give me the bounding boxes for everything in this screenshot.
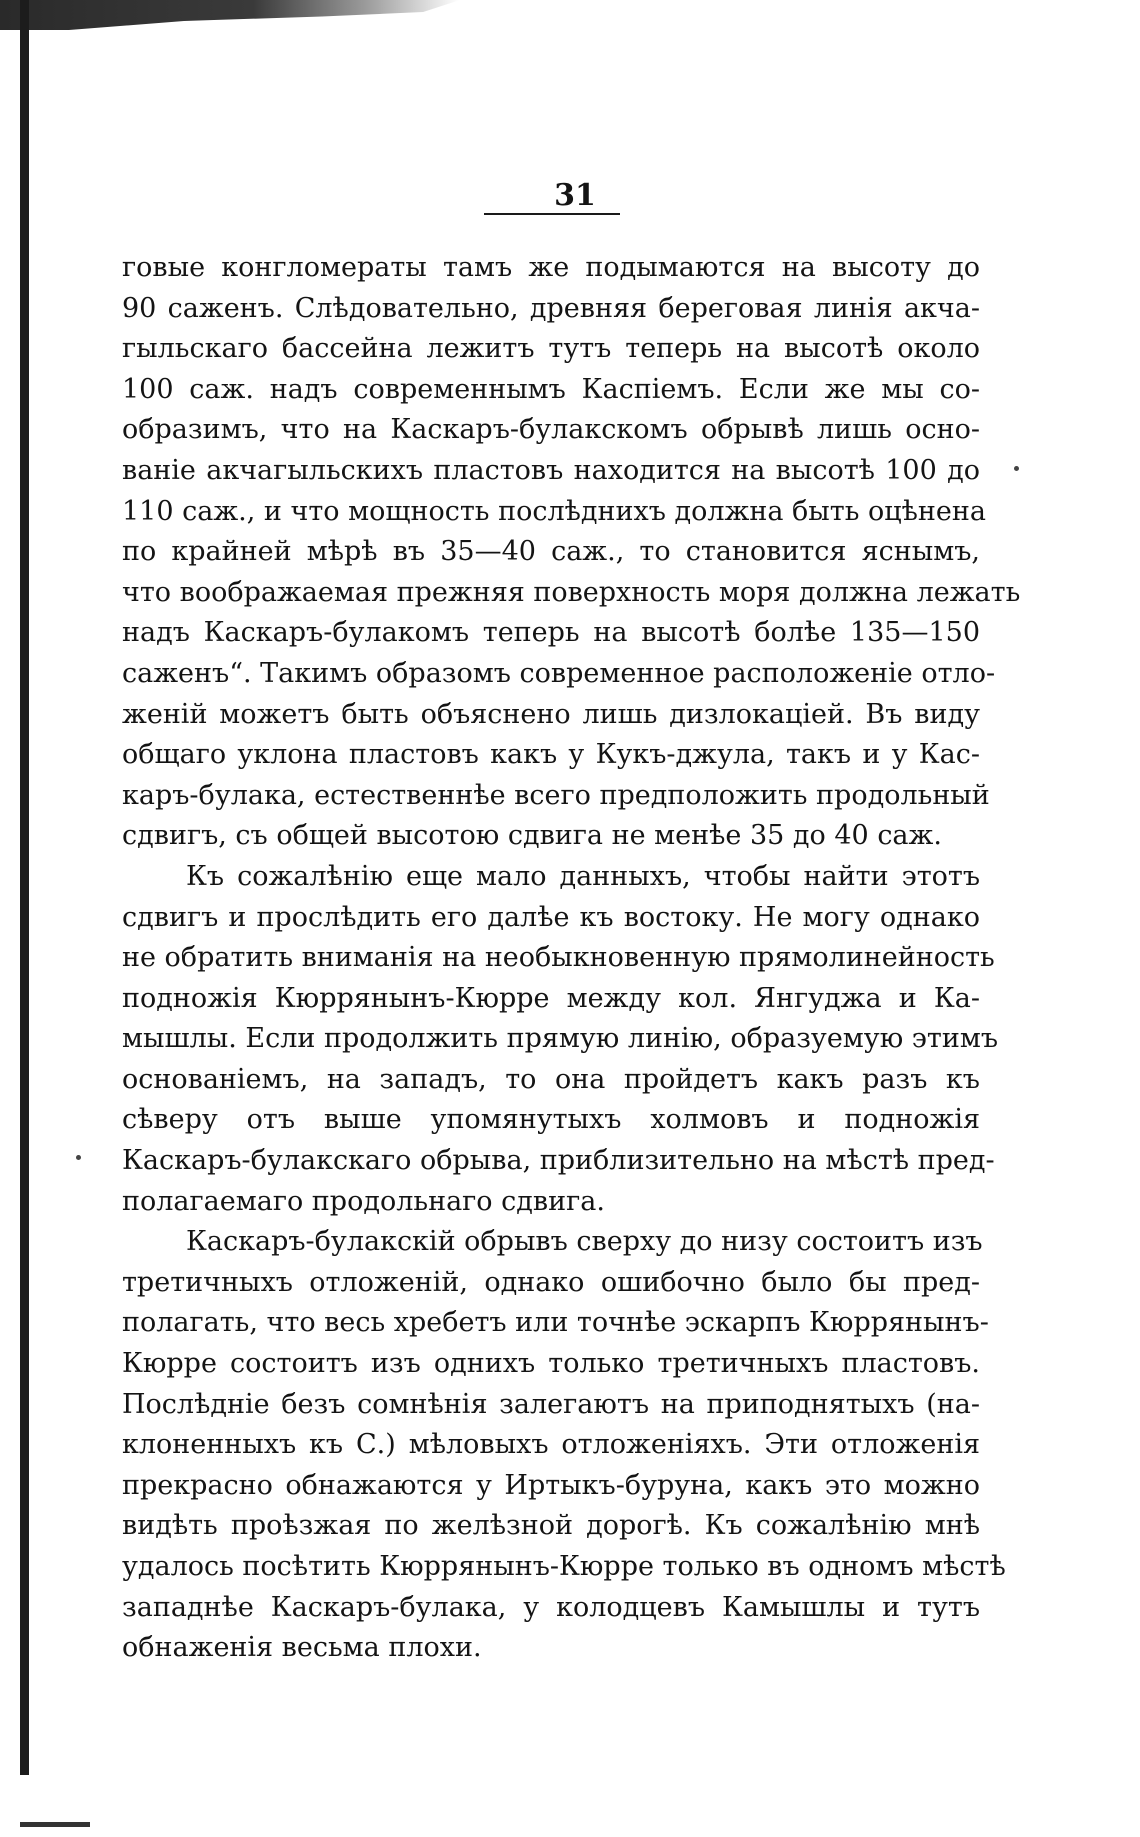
- text-line: Каскаръ-булакскаго обрыва, приблизительно на мѣстѣ пред-: [122, 1145, 995, 1177]
- text-line: Кюрре состоитъ изъ однихъ только третичныхъ пластовъ.: [122, 1348, 980, 1380]
- text-line: женій можетъ быть объяснено лишь дизлокаціей. Въ виду: [122, 698, 980, 730]
- scan-speck: [76, 1155, 81, 1160]
- scan-speck: [1014, 466, 1019, 471]
- text-line: образимъ, что на Каскаръ-булакскомъ обрывѣ лишь осно-: [122, 414, 980, 446]
- page-number: 31: [554, 178, 596, 213]
- text-line: полагать, что весь хребетъ или точнѣе эскарпъ Кюррянынъ-: [122, 1307, 989, 1339]
- text-line: подножія Кюррянынъ-Кюрре между кол. Янгуджа и Ка-: [122, 982, 980, 1014]
- text-line: видѣть проѣзжая по желѣзной дорогѣ. Къ сожалѣнію мнѣ: [122, 1510, 980, 1542]
- text-line: надъ Каскаръ-булакомъ теперь на высотѣ болѣе 135—150: [122, 617, 980, 649]
- text-line: гыльскаго бассейна лежитъ тутъ теперь на высотѣ около: [122, 333, 980, 365]
- text-line: говые конгломераты тамъ же подымаются на высоту до: [122, 252, 980, 283]
- text-line: каръ-булака, естественнѣе всего предположить продольный: [122, 779, 990, 811]
- text-line: сдвигъ и прослѣдить его далѣе къ востоку. Не могу однако: [122, 901, 980, 933]
- text-line: прекрасно обнажаются у Иртыкъ-буруна, какъ это можно: [122, 1469, 980, 1501]
- body-text: [122, 248, 1021, 1669]
- text-line: полагаемаго продольнаго сдвига.: [122, 1185, 605, 1217]
- scan-edge-shadow-bottom: [20, 1822, 90, 1827]
- text-line: не обратить вниманія на необыкновенную прямолинейность: [122, 942, 995, 974]
- text-line: что воображаемая прежняя поверхность моря должна лежать: [122, 576, 1021, 608]
- text-line: Послѣдніе безъ сомнѣнія залегаютъ на приподнятыхъ (на-: [122, 1388, 980, 1420]
- text-line: общаго уклона пластовъ какъ у Кукъ-джула, такъ и у Кас-: [122, 739, 980, 771]
- text-line: западнѣе Каскаръ-булака, у колодцевъ Камышлы и тутъ: [122, 1591, 980, 1623]
- text-line: мышлы. Если продолжить прямую линію, образуемую этимъ: [122, 1023, 999, 1055]
- text-line: сдвигъ, съ общей высотою сдвига не менѣе 35 до 40 саж.: [122, 820, 942, 852]
- text-line: Къ сожалѣнію еще мало данныхъ, чтобы найти этотъ: [186, 860, 980, 892]
- scan-edge-shadow-top: [0, 0, 460, 30]
- text-line: удалось посѣтить Кюррянынъ-Кюрре только въ одномъ мѣстѣ: [122, 1551, 1006, 1582]
- text-line: 90 саженъ. Слѣдовательно, древняя береговая линія акча-: [122, 292, 980, 324]
- text-line: третичныхъ отложеній, однако ошибочно было бы пред-: [122, 1266, 980, 1298]
- text-line: 110 саж., и что мощность послѣднихъ должна быть оцѣнена: [122, 495, 986, 527]
- text-line: обнаженія весьма плохи.: [122, 1632, 482, 1664]
- text-line: 100 саж. надъ современнымъ Каспіемъ. Если же мы со-: [122, 373, 980, 405]
- text-line: клоненныхъ къ С.) мѣловыхъ отложеніяхъ. Эти отложенія: [122, 1429, 980, 1461]
- scan-edge-shadow-left: [20, 0, 29, 1775]
- text-line: по крайней мѣрѣ въ 35—40 саж., то становится яснымъ,: [122, 536, 980, 568]
- text-line: Каскаръ-булакскій обрывъ сверху до низу состоитъ изъ: [186, 1226, 983, 1258]
- text-line: ваніе акчагыльскихъ пластовъ находится на высотѣ 100 до: [122, 454, 980, 486]
- page-number-rule: [484, 213, 620, 215]
- text-line: сѣверу отъ выше упомянутыхъ холмовъ и подножія: [122, 1104, 980, 1136]
- text-line: основаніемъ, на западъ, то она пройдетъ какъ разъ къ: [122, 1063, 980, 1095]
- text-line: саженъ“. Такимъ образомъ современное расположеніе отло-: [122, 657, 996, 689]
